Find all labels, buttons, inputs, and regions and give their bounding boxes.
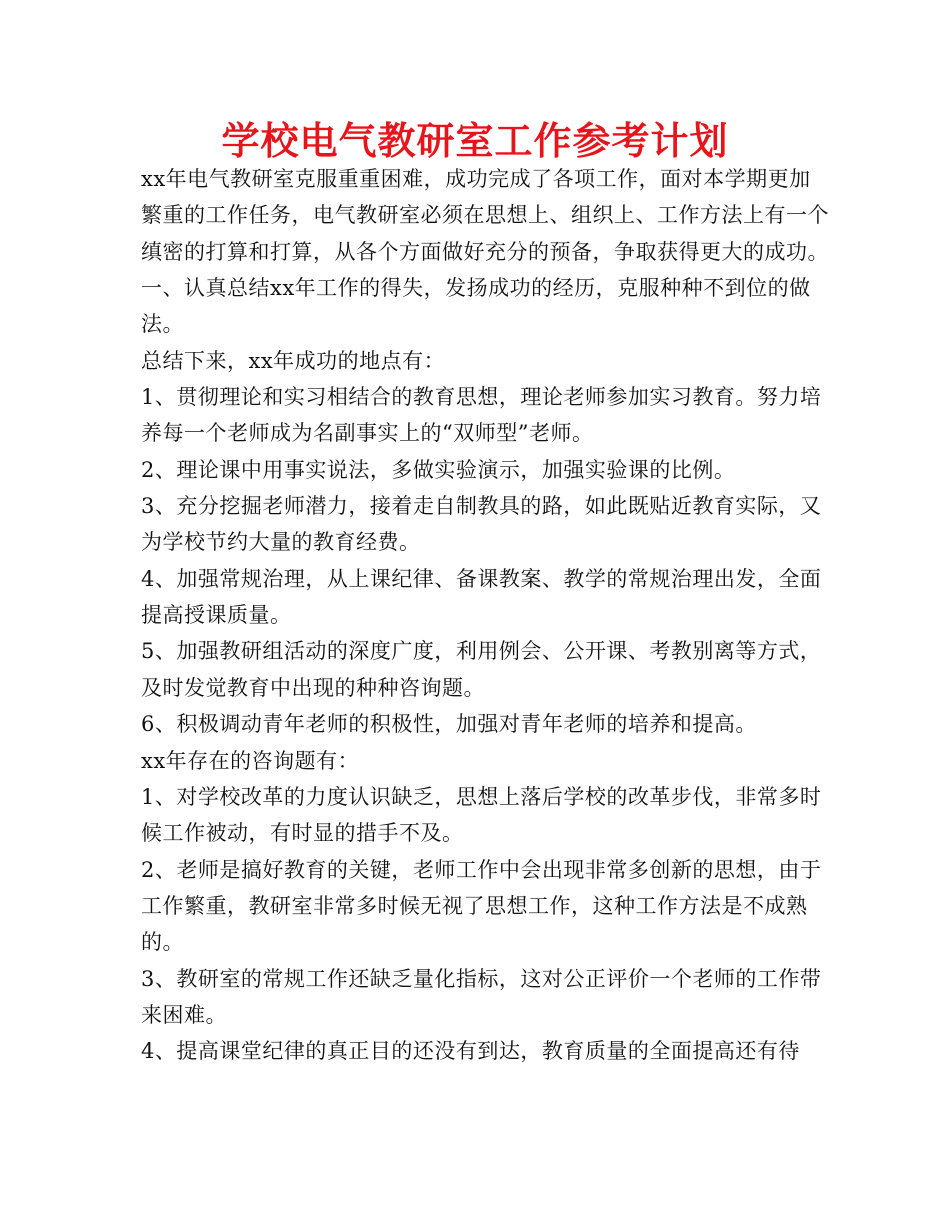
problem-item-4: 4、提高课堂纪律的真正目的还没有到达，教育质量的全面提高还有待: [141, 1039, 800, 1064]
problem-item-1: 1、对学校改革的力度认识缺乏，思想上落后学校的改革步伐，非常多时候工作被动，有时显的措手不及。: [141, 784, 822, 846]
success-item-5: 5、加强教研组活动的深度广度，利用例会、公开课、考教别离等方式，及时发觉教育中出现的种种咨询题。: [141, 639, 822, 700]
success-item-2: 2、理论课中用事实说法，多做实验演示，加强实验课的比例。: [141, 457, 736, 482]
problem-item-2: 2、老师是搞好教育的关键，老师工作中会出现非常多创新的思想，由于工作繁重，教研室非常多时候无视了思想工作，这种工作方法是不成熟的。: [141, 857, 822, 955]
success-item-3: 3、充分挖掘老师潜力，接着走自制教具的路，如此既贴近教育实际，又为学校节约大量的教育经费。: [141, 494, 822, 555]
problems-lead: xx年存在的咨询题有：: [141, 748, 360, 773]
document-title: 学校电气教研室工作参考计划: [221, 119, 729, 163]
summary-lead: 总结下来，xx年成功的地点有：: [141, 348, 446, 373]
success-item-4: 4、加强常规治理，从上课纪律、备课教案、教学的常规治理出发，全面提高授课质量。: [141, 566, 822, 628]
paragraph-intro: xx年电气教研室克服重重困难，成功完成了各项工作，面对本学期更加繁重的工作任务，电气教研室必须在思想上、组织上、工作方法上有一个缜密的打算和打算，从各个方面做好充分的预备，争取获得更大的成功。: [141, 167, 829, 264]
success-item-1: 1、贯彻理论和实习相结合的教育思想，理论老师参加实习教育。努力培养每一个老师成为名副事实上的“双师型”老师。: [141, 385, 822, 446]
document-body: [141, 161, 831, 1070]
problem-item-3: 3、教研室的常规工作还缺乏量化指标，这对公正评价一个老师的工作带来困难。: [141, 966, 822, 1027]
success-item-6: 6、积极调动青年老师的积极性，加强对青年老师的培养和提高。: [141, 712, 757, 737]
section-heading-1: 一、认真总结xx年工作的得失，发扬成功的经历，克服种种不到位的做法。: [141, 276, 811, 337]
